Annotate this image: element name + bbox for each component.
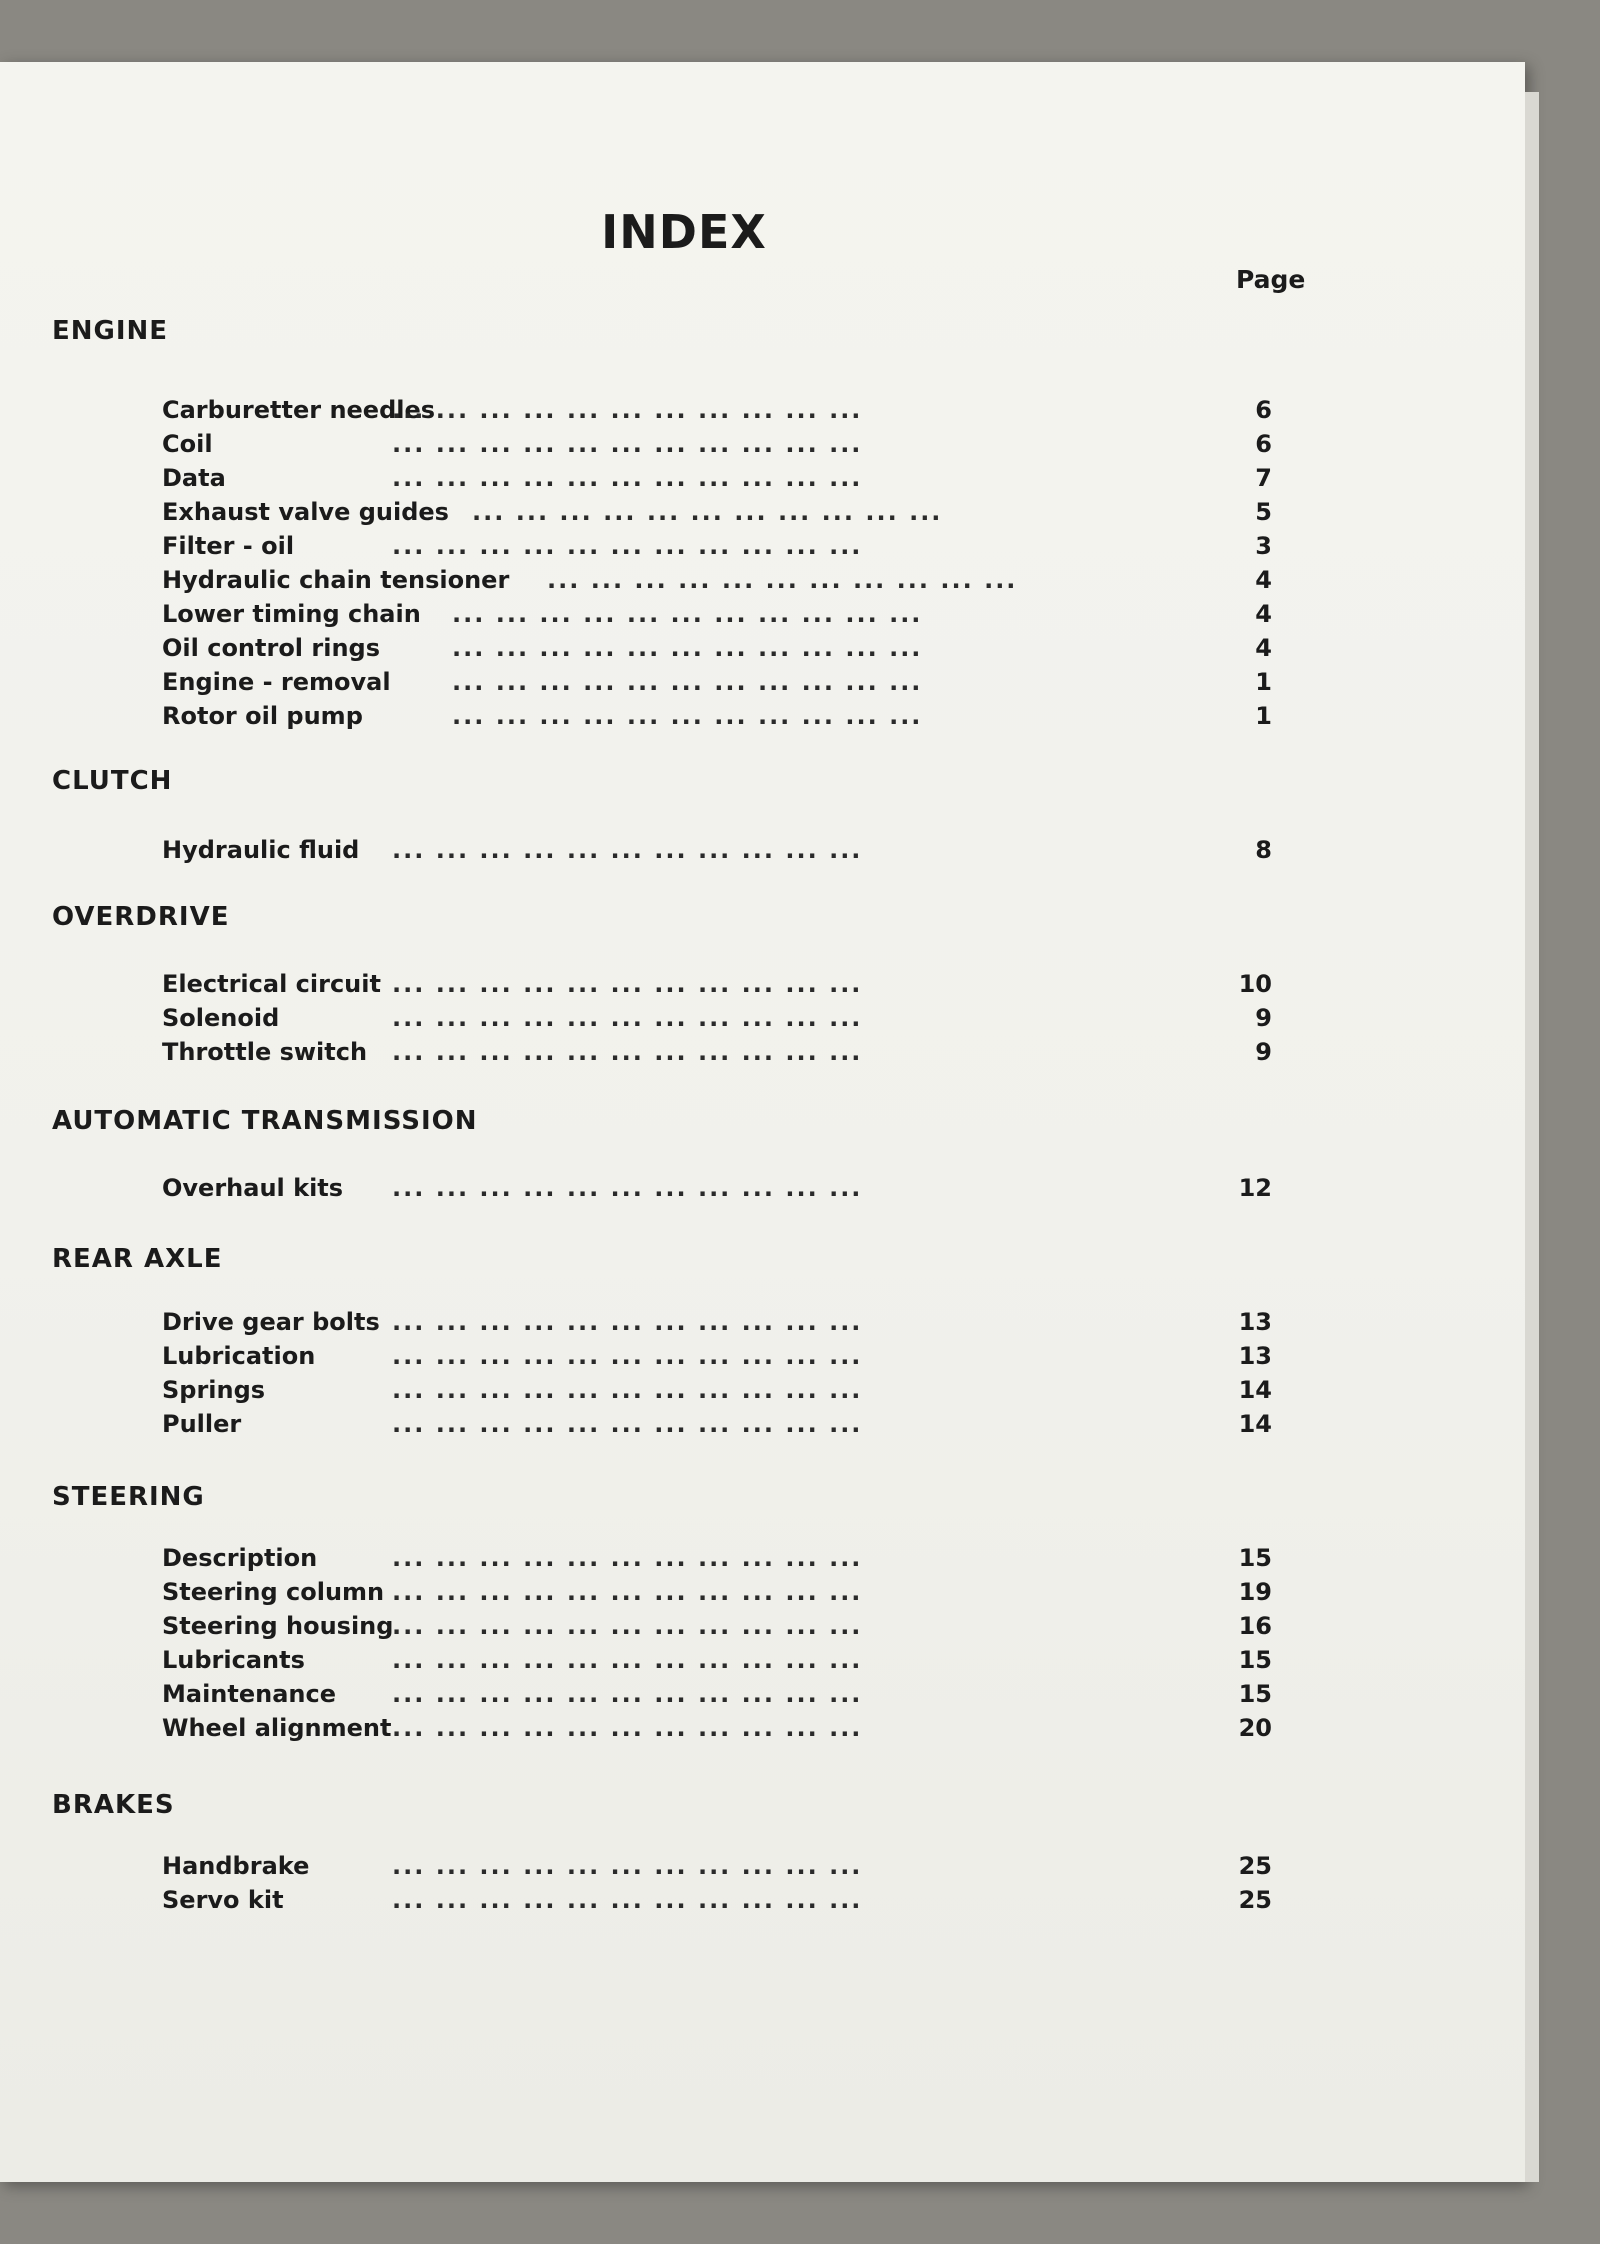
- index-entry: [162, 1886, 1272, 1919]
- entry-label: Steering housing: [162, 1612, 394, 1640]
- entry-page: 4: [1255, 634, 1272, 662]
- entry-page: 5: [1255, 498, 1272, 526]
- entry-page: 15: [1238, 1544, 1272, 1572]
- dot-leader: ... ... ... ... ... ... ... ... ... ... ...: [392, 1174, 863, 1202]
- entry-label: Puller: [162, 1410, 242, 1438]
- dot-leader: ... ... ... ... ... ... ... ... ... ... ...: [392, 396, 863, 424]
- section-heading-steering: STEERING: [52, 1482, 205, 1512]
- index-entry: [162, 1308, 1272, 1341]
- entry-label: Steering column: [162, 1578, 385, 1606]
- entry-label: Springs: [162, 1376, 266, 1404]
- index-entry: [162, 1174, 1272, 1207]
- dot-leader: ... ... ... ... ... ... ... ... ... ... ...: [472, 498, 943, 526]
- section-heading-rear-axle: REAR AXLE: [52, 1244, 223, 1274]
- index-entry: [162, 1376, 1272, 1409]
- entry-label: Servo kit: [162, 1886, 284, 1914]
- entry-label: Lower timing chain: [162, 600, 421, 628]
- dot-leader: ... ... ... ... ... ... ... ... ... ... ...: [392, 1342, 863, 1370]
- dot-leader: ... ... ... ... ... ... ... ... ... ... ...: [392, 1612, 863, 1640]
- index-entry: [162, 702, 1272, 735]
- entry-label: Lubricants: [162, 1646, 305, 1674]
- entry-page: 6: [1255, 396, 1272, 424]
- index-entry: [162, 970, 1272, 1003]
- index-entry: [162, 464, 1272, 497]
- dot-leader: ... ... ... ... ... ... ... ... ... ... ...: [392, 464, 863, 492]
- index-entry: [162, 1646, 1272, 1679]
- index-entry: [162, 1410, 1272, 1443]
- dot-leader: ... ... ... ... ... ... ... ... ... ... ...: [392, 1308, 863, 1336]
- dot-leader: ... ... ... ... ... ... ... ... ... ... ...: [392, 836, 863, 864]
- entry-label: Solenoid: [162, 1004, 280, 1032]
- index-entry: [162, 1578, 1272, 1611]
- index-entry: [162, 396, 1272, 429]
- index-entry: [162, 1714, 1272, 1747]
- entry-label: Oil control rings: [162, 634, 381, 662]
- index-entry: [162, 1004, 1272, 1037]
- entry-label: Throttle switch: [162, 1038, 368, 1066]
- entry-page: 12: [1238, 1174, 1272, 1202]
- entry-label: Coil: [162, 430, 213, 458]
- entry-label: Handbrake: [162, 1852, 310, 1880]
- entry-page: 25: [1238, 1852, 1272, 1880]
- entry-label: Electrical circuit: [162, 970, 381, 998]
- entry-label: Hydraulic chain tensioner: [162, 566, 510, 594]
- index-entry: [162, 566, 1272, 599]
- dot-leader: ... ... ... ... ... ... ... ... ... ... ...: [392, 1646, 863, 1674]
- entry-label: Description: [162, 1544, 318, 1572]
- entry-page: 8: [1255, 836, 1272, 864]
- dot-leader: ... ... ... ... ... ... ... ... ... ... ...: [392, 1578, 863, 1606]
- dot-leader: ... ... ... ... ... ... ... ... ... ... ...: [392, 1680, 863, 1708]
- dot-leader: ... ... ... ... ... ... ... ... ... ... ...: [392, 1544, 863, 1572]
- dot-leader: ... ... ... ... ... ... ... ... ... ... ...: [392, 1410, 863, 1438]
- index-entry: [162, 1544, 1272, 1577]
- index-entry: [162, 1038, 1272, 1071]
- dot-leader: ... ... ... ... ... ... ... ... ... ... ...: [452, 600, 923, 628]
- dot-leader: ... ... ... ... ... ... ... ... ... ... ...: [392, 1886, 863, 1914]
- entry-page: 4: [1255, 600, 1272, 628]
- section-heading-automatic-transmission: AUTOMATIC TRANSMISSION: [52, 1106, 478, 1136]
- dot-leader: ... ... ... ... ... ... ... ... ... ... ...: [392, 1004, 863, 1032]
- entry-page: 16: [1238, 1612, 1272, 1640]
- entry-page: 1: [1255, 702, 1272, 730]
- index-entry: [162, 1612, 1272, 1645]
- entry-label: Overhaul kits: [162, 1174, 344, 1202]
- entry-label: Engine - removal: [162, 668, 391, 696]
- entry-page: 1: [1255, 668, 1272, 696]
- entry-page: 7: [1255, 464, 1272, 492]
- entry-page: 9: [1255, 1004, 1272, 1032]
- entry-label: Data: [162, 464, 226, 492]
- entry-label: Maintenance: [162, 1680, 337, 1708]
- entry-label: Carburetter needles: [162, 396, 436, 424]
- index-entry: [162, 600, 1272, 633]
- entry-page: 14: [1238, 1410, 1272, 1438]
- entry-page: 9: [1255, 1038, 1272, 1066]
- dot-leader: ... ... ... ... ... ... ... ... ... ... ...: [452, 702, 923, 730]
- page-edge: [1525, 92, 1539, 2182]
- entry-label: Wheel alignment: [162, 1714, 392, 1742]
- entry-label: Filter - oil: [162, 532, 295, 560]
- page-column-label: Page: [1236, 265, 1306, 294]
- index-entry: [162, 1680, 1272, 1713]
- entry-page: 15: [1238, 1646, 1272, 1674]
- index-entry: [162, 498, 1272, 531]
- section-heading-clutch: CLUTCH: [52, 766, 173, 796]
- index-entry: [162, 668, 1272, 701]
- entry-page: 15: [1238, 1680, 1272, 1708]
- index-entry: [162, 532, 1272, 565]
- entry-label: Lubrication: [162, 1342, 316, 1370]
- entry-page: 19: [1238, 1578, 1272, 1606]
- dot-leader: ... ... ... ... ... ... ... ... ... ... ...: [392, 1714, 863, 1742]
- index-entry: [162, 1342, 1272, 1375]
- section-heading-engine: ENGINE: [52, 316, 169, 346]
- entry-label: Rotor oil pump: [162, 702, 363, 730]
- index-entry: [162, 634, 1272, 667]
- entry-page: 3: [1255, 532, 1272, 560]
- dot-leader: ... ... ... ... ... ... ... ... ... ... ...: [392, 1038, 863, 1066]
- index-entry: [162, 836, 1272, 869]
- entry-page: 6: [1255, 430, 1272, 458]
- index-entry: [162, 1852, 1272, 1885]
- entry-page: 13: [1238, 1342, 1272, 1370]
- entry-page: 20: [1238, 1714, 1272, 1742]
- dot-leader: ... ... ... ... ... ... ... ... ... ... ...: [392, 532, 863, 560]
- entry-page: 13: [1238, 1308, 1272, 1336]
- dot-leader: ... ... ... ... ... ... ... ... ... ... ...: [392, 1852, 863, 1880]
- entry-page: 25: [1238, 1886, 1272, 1914]
- dot-leader: ... ... ... ... ... ... ... ... ... ... ...: [452, 668, 923, 696]
- dot-leader: ... ... ... ... ... ... ... ... ... ... ...: [392, 970, 863, 998]
- section-heading-brakes: BRAKES: [52, 1790, 175, 1820]
- entry-label: Hydraulic fluid: [162, 836, 360, 864]
- dot-leader: ... ... ... ... ... ... ... ... ... ... ...: [547, 566, 1018, 594]
- entry-page: 4: [1255, 566, 1272, 594]
- entry-page: 10: [1238, 970, 1272, 998]
- dot-leader: ... ... ... ... ... ... ... ... ... ... ...: [452, 634, 923, 662]
- section-heading-overdrive: OVERDRIVE: [52, 902, 230, 932]
- page-title: INDEX: [601, 205, 767, 259]
- dot-leader: ... ... ... ... ... ... ... ... ... ... ...: [392, 430, 863, 458]
- dot-leader: ... ... ... ... ... ... ... ... ... ... ...: [392, 1376, 863, 1404]
- entry-page: 14: [1238, 1376, 1272, 1404]
- index-entry: [162, 430, 1272, 463]
- entry-label: Drive gear bolts: [162, 1308, 380, 1336]
- entry-label: Exhaust valve guides: [162, 498, 449, 526]
